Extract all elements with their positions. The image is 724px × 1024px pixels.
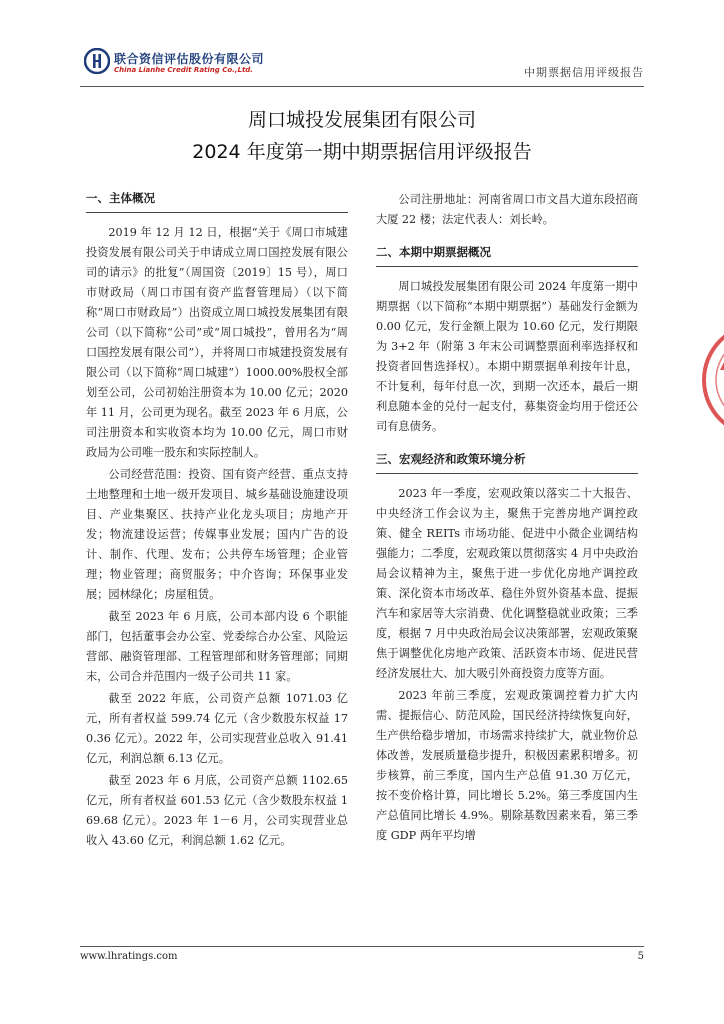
right-column — [376, 190, 638, 848]
section-heading-overview: 一、主体概况 — [86, 190, 348, 213]
title-company: 周口城投发展集团有限公司 — [247, 109, 476, 131]
paragraph: 公司经营范围：投资、国有资产经营、重点支持土地整理和土地一级开发项目、城乡基础设施建设项目、产业集聚区、扶持产业化龙头项目；房地产开发；物流建设运营；传媒事业发展；国内广告的设计、制作、代理、发布；公共停车场管理；企业管理；物业管理；商贸服务；中介咨询；环保事业发展；园林绿化；房屋租赁。 — [86, 468, 348, 601]
paragraph: 周口城投发展集团有限公司 2024 年度第一期中期票据（以下简称“本期中期票据”）基础发行金额为 0.00 亿元，发行金额上限为 10.60 亿元，发行期限为 3+2 年（附第 3 年末公司调整票面利率选择权和投资者回售选择权）。本期中期票据单利按年计息，不计复利，每年付息一次，到期一次还本，最后一期利息随本金的兑付一起支付，募集资金均用于偿还公司有息债务。 — [376, 280, 638, 433]
paragraph: 截至 2023 年 6 月底，公司资产总额 1102.65 亿元，所有者权益 601.53 亿元（含少数股东权益 169.68 亿元）。2023 年 1－6 月，公司实现营业总收入 43.60 亿元，利润总额 1.62 亿元。 — [86, 774, 348, 847]
paragraph: 公司注册地址：河南省周口市文昌大道东段招商大厦 22 楼；法定代表人：刘长岭。 — [376, 193, 638, 226]
paragraph: 2023 年一季度，宏观政策以落实二十大报告、中央经济工作会议为主，聚焦于完善房地产调控政策、健全 REITs 市场功能、促进中小微企业调结构强能力；二季度，宏观政策以贯彻落实 4 月中央政治局会议精神为主，聚焦于进一步优化房地产调控政策、深化资本市场改革、稳住外贸外资基本盘、提振汽车和家居等大宗消费、优化调整稳就业政策；三季度，根据 7 月中央政治局会议决策部署，宏观政策聚焦于调整优化房地产政策、活跃资本市场、促进民营经济发展壮大、加大吸引外商投资力度等方面。 — [376, 487, 638, 680]
title-report: 2024 年度第一期中期票据信用评级报告 — [192, 141, 532, 163]
company-name-en: China Lianhe Credit Rating Co.,Ltd. — [114, 66, 253, 74]
paragraph: 截至 2023 年 6 月底，公司本部内设 6 个职能部门，包括董事会办公室、党委综合办公室、风险运营部、融资管理部、工程管理部和财务管理部；同期末，公司合并范围内一级子公司共 11 家。 — [86, 610, 348, 683]
company-name-cn: 联合资信评估股份有限公司 — [114, 52, 265, 66]
footer-website: www.lhratings.com — [80, 951, 178, 962]
page-footer — [80, 946, 644, 967]
company-logo-icon — [84, 48, 110, 74]
section-heading-notes: 二、本期中期票据概况 — [376, 244, 638, 267]
section-heading-macro: 三、宏观经济和政策环境分析 — [376, 451, 638, 474]
report-type-label: 中期票据信用评级报告 — [524, 66, 644, 79]
page-number: 5 — [637, 951, 644, 962]
left-column — [86, 190, 348, 853]
page-header — [80, 44, 644, 87]
seal-stamp-icon — [700, 300, 724, 460]
paragraph: 2019 年 12 月 12 日，根据“关于《周口市城建投资发展有限公司关于申请成立周口国控发展有限公司的请示》的批复”（周国资〔2019〕15 号），周口市财政局（周口市国有资产监督管理局）（以下简称“周口市财政局”）出资成立周口城投发展集团有限公司（以下简称“公司”或“周口城投”，曾用名为“周口国控发展有限公司”），并将周口市城建投资发展有限公司（以下简称“周口城建”）1000.00%股权全部划至公司，公司初始注册资本为 10.00 亿元；2020 年 11 月，公司更为现名。截至 2023 年 6 月底，公司注册资本和实收资本均为 10.00 亿元，周口市财政局为公司唯一股东和实际控制人。 — [86, 226, 348, 459]
document-title — [0, 104, 724, 168]
paragraph: 截至 2022 年底，公司资产总额 1071.03 亿元，所有者权益 599.74 亿元（含少数股东权益 170.36 亿元）。2022 年，公司实现营业总收入 91.41 亿元，利润总额 6.13 亿元。 — [86, 692, 348, 765]
paragraph: 2023 年前三季度，宏观政策调控着力扩大内需、提振信心、防范风险，国民经济持续恢复向好，生产供给稳步增加，市场需求持续扩大，就业物价总体改善，发展质量稳步提升，积极因素累积增多。初步核算，前三季度，国内生产总值 91.30 万亿元，按不变价格计算，同比增长 5.2%。第三季度国内生产总值同比增长 4.9%。剔除基数因素来看，第三季度 GDP 两年平均增 — [376, 689, 638, 842]
